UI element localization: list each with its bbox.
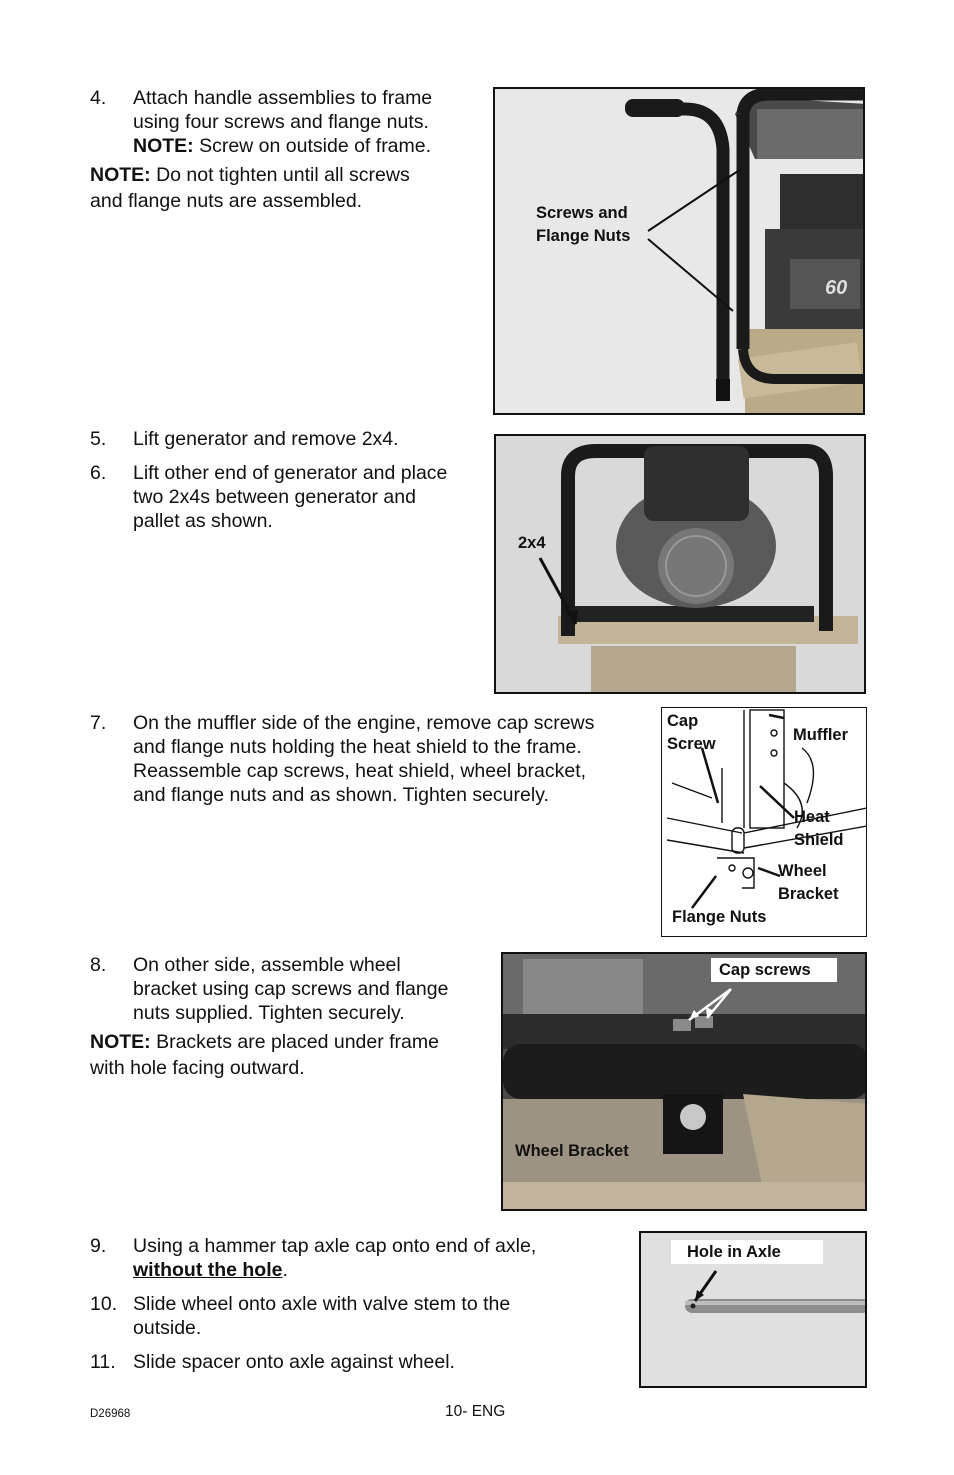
step-text: outside.	[133, 1317, 202, 1339]
figure-handle-assembly	[493, 87, 865, 415]
note-text: and flange nuts are assembled.	[90, 190, 363, 212]
step-text: Slide spacer onto axle against wheel.	[133, 1351, 455, 1373]
label-2x4: 2x4	[518, 534, 546, 552]
step-text: Attach handle assemblies to frame	[133, 87, 433, 109]
figure-generator-on-2x4	[494, 434, 866, 694]
note-label: NOTE:	[133, 135, 194, 157]
step-text: Slide wheel onto axle with valve stem to the	[133, 1293, 511, 1315]
step-text: Lift generator and remove 2x4.	[133, 428, 399, 450]
label-muffler: Muffler	[793, 726, 848, 744]
note-text: Brackets are placed under frame	[150, 1031, 439, 1053]
label-wheel-bracket: Wheel Bracket	[515, 1142, 629, 1160]
note-label: NOTE:	[90, 1031, 151, 1053]
photo-generator	[496, 436, 866, 694]
note-label: NOTE:	[90, 164, 151, 186]
battery-label: 60	[825, 277, 848, 299]
label-line: Screws and	[536, 204, 628, 222]
step-text: pallet as shown.	[133, 510, 273, 532]
step-number: 6.	[90, 462, 107, 484]
note-text: with hole facing outward.	[90, 1057, 305, 1079]
label-line: Shield	[794, 831, 844, 849]
photo-wheel-bracket	[503, 954, 867, 1211]
label-cap-screw	[667, 710, 716, 756]
step-text: and flange nuts holding the heat shield to the frame.	[133, 736, 582, 758]
step-text: two 2x4s between generator and	[133, 486, 416, 508]
document-id: D26968	[90, 1408, 131, 1420]
step-number: 9.	[90, 1235, 107, 1257]
label-cap-screws: Cap screws	[711, 958, 837, 982]
step-text: .	[282, 1259, 288, 1281]
note-brackets	[90, 1029, 495, 1081]
label-screws-flange-nuts	[536, 202, 630, 248]
label-hole-in-axle: Hole in Axle	[671, 1240, 823, 1264]
label-heat-shield	[794, 806, 844, 852]
photo-handle-frame	[495, 89, 865, 415]
step-number: 10.	[90, 1293, 118, 1315]
label-line: Cap	[667, 712, 699, 730]
emphasis-text: without the hole	[133, 1259, 283, 1281]
step-text: Using a hammer tap axle cap onto end of axle,	[133, 1235, 537, 1257]
label-line: Flange Nuts	[536, 227, 631, 245]
page-number: 10- ENG	[445, 1403, 506, 1420]
step-text: On other side, assemble wheel	[133, 954, 401, 976]
step-text: bracket using cap screws and flange	[133, 978, 449, 1000]
step-text: using four screws and flange nuts.	[133, 111, 429, 133]
label-line: Bracket	[778, 885, 839, 903]
label-line: Heat	[794, 808, 830, 826]
step-number: 7.	[90, 712, 107, 734]
label-flange-nuts: Flange Nuts	[672, 908, 767, 926]
label-line: Wheel	[778, 862, 827, 880]
note-text: Screw on outside of frame.	[193, 135, 432, 157]
label-line: Screw	[667, 735, 716, 753]
step-number: 5.	[90, 428, 107, 450]
step-number: 4.	[90, 87, 107, 109]
note-text: Do not tighten until all screws	[150, 164, 410, 186]
step-text: nuts supplied. Tighten securely.	[133, 1002, 405, 1024]
step-number: 8.	[90, 954, 107, 976]
step-number: 11.	[90, 1351, 116, 1373]
note-tighten	[90, 162, 490, 214]
figure-heat-shield-diagram	[661, 707, 867, 937]
figure-wheel-bracket-photo	[501, 952, 867, 1211]
step-text: and flange nuts and as shown. Tighten securely.	[133, 784, 549, 806]
step-text: Reassemble cap screws, heat shield, wheel bracket,	[133, 760, 587, 782]
step-text: On the muffler side of the engine, remove cap screws	[133, 712, 595, 734]
figure-axle-photo	[639, 1231, 867, 1388]
step-text: Lift other end of generator and place	[133, 462, 448, 484]
label-wheel-bracket	[778, 860, 839, 906]
